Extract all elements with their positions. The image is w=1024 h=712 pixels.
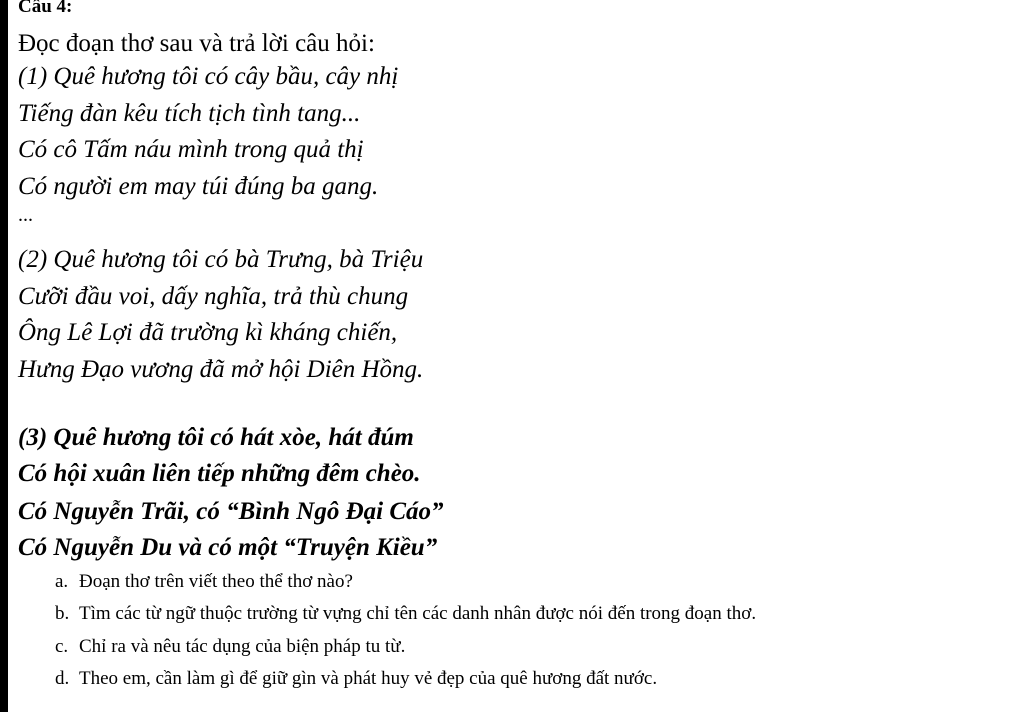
question-letter: d.: [55, 668, 70, 689]
poem-line: Có Nguyễn Du và có một “Truyện Kiều”: [18, 534, 438, 561]
question-letter: a.: [55, 571, 69, 592]
poem-line: Có Nguyễn Trãi, có “Bình Ngô Đại Cáo”: [18, 498, 444, 525]
poem-line: (1) Quê hương tôi có cây bầu, cây nhị: [18, 63, 399, 90]
poem-line: (2) Quê hương tôi có bà Trưng, bà Triệu: [18, 246, 424, 273]
document-page: [8, 0, 1024, 712]
question-c: [55, 637, 405, 656]
poem-line: Ông Lê Lợi đã trường kì kháng chiến,: [18, 319, 398, 346]
poem-ellipsis: ...: [18, 204, 33, 226]
poem-line: Có hội xuân liên tiếp những đêm chèo.: [18, 460, 421, 487]
question-text: Tìm các từ ngữ thuộc trường từ vựng chỉ tên các danh nhân được nói đến trong đoạn thơ.: [79, 603, 757, 624]
question-a: [55, 572, 353, 591]
question-d: [55, 669, 657, 688]
poem-line: (3) Quê hương tôi có hát xòe, hát đúm: [18, 424, 414, 451]
poem-line: Cưỡi đầu voi, dấy nghĩa, trả thù chung: [18, 283, 409, 310]
question-text: Đoạn thơ trên viết theo thể thơ nào?: [79, 571, 353, 592]
poem-line: Có người em may túi đúng ba gang.: [18, 173, 379, 200]
poem-line: Hưng Đạo vương đã mở hội Diên Hồng.: [18, 356, 424, 383]
poem-line: Có cô Tấm náu mình trong quả thị: [18, 136, 364, 163]
question-heading: Câu 4:: [18, 0, 73, 17]
instruction-text: Đọc đoạn thơ sau và trả lời câu hỏi:: [18, 30, 375, 57]
question-letter: c.: [55, 636, 69, 657]
question-b: [55, 604, 756, 623]
question-text: Chỉ ra và nêu tác dụng của biện pháp tu từ.: [79, 636, 406, 657]
question-letter: b.: [55, 603, 70, 624]
question-text: Theo em, cần làm gì để giữ gìn và phát huy vẻ đẹp của quê hương đất nước.: [79, 668, 658, 689]
poem-line: Tiếng đàn kêu tích tịch tình tang...: [18, 100, 361, 127]
